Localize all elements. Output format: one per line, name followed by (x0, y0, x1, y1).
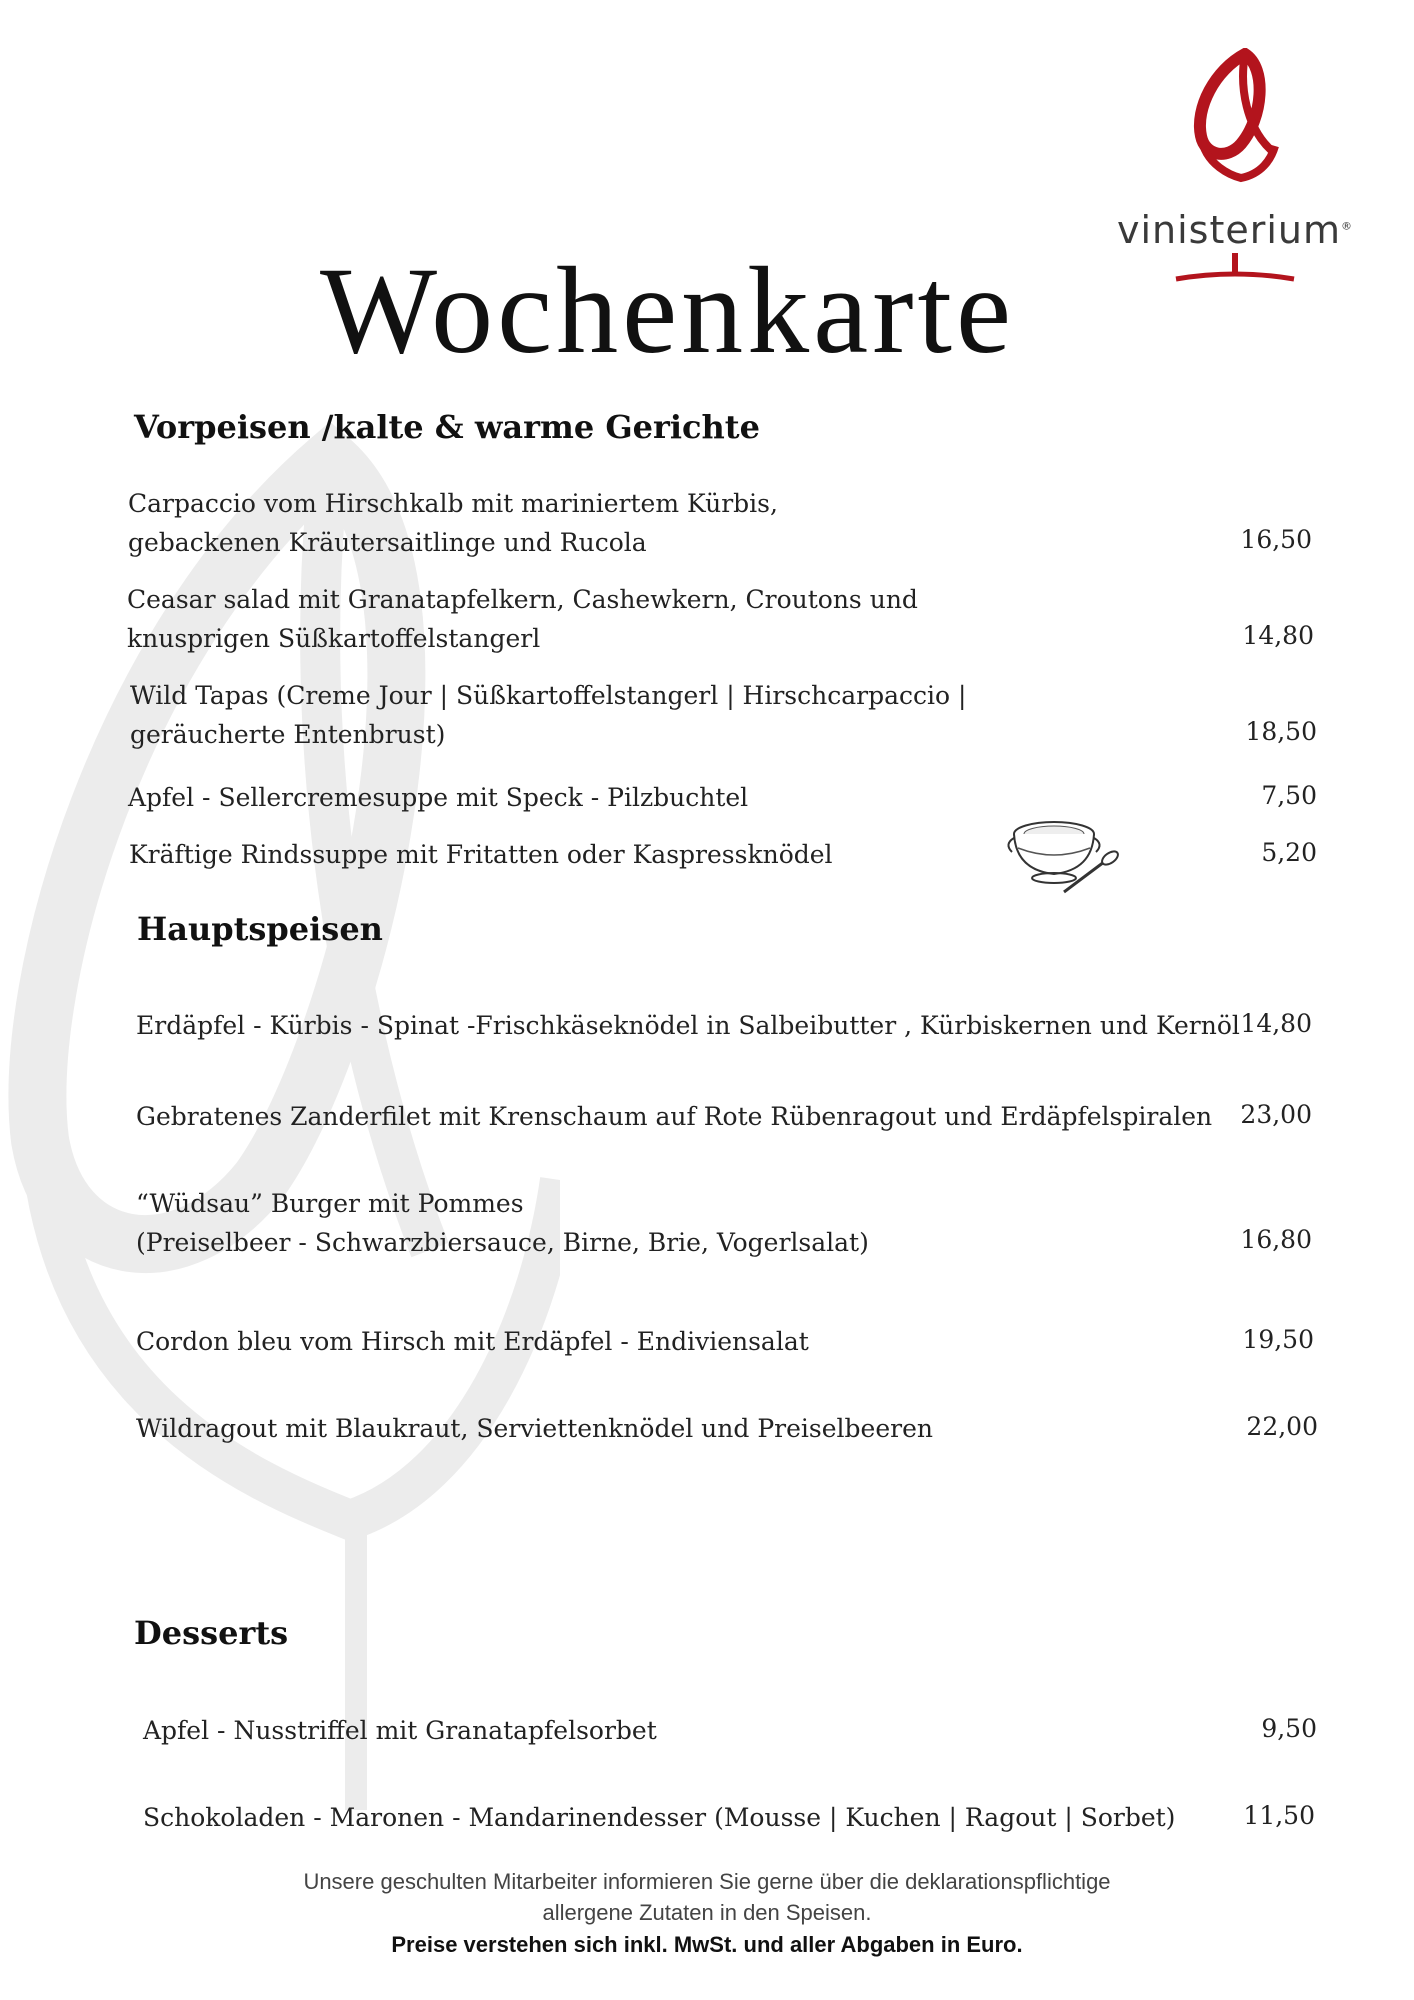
menu-item-price: 9,50 (1261, 1714, 1317, 1743)
footer-allergen-note-2: allergene Zutaten in den Speisen. (542, 1900, 872, 1925)
menu-item-price: 14,80 (1240, 1009, 1312, 1038)
menu-item: Gebratenes Zanderfilet mit Krenschaum auf Rote Rübenragout und Erdäpfelspiralen (136, 1102, 1213, 1131)
menu-item-price: 23,00 (1240, 1100, 1312, 1129)
footer-allergen-note: Unsere geschulten Mitarbeiter informieren Sie gerne über die deklarationspflichtige (303, 1869, 1111, 1894)
menu-item-price: 22,00 (1246, 1412, 1318, 1441)
footer-price-note: Preise verstehen sich inkl. MwSt. und aller Abgaben in Euro. (391, 1932, 1023, 1957)
menu-item: Carpaccio vom Hirschkalb mit mariniertem Kürbis, gebackenen Kräutersaitlinge und Rucola (128, 489, 778, 557)
brand-logo (1110, 48, 1360, 288)
menu-item: Cordon bleu vom Hirsch mit Erdäpfel - Endiviensalat (136, 1327, 809, 1356)
soup-bowl-icon (1004, 804, 1124, 904)
brand-name: vinisterium® (1116, 208, 1354, 252)
menu-item-price: 16,80 (1240, 1225, 1312, 1254)
menu-item: “Wüdsau” Burger mit Pommes (Preiselbeer - Schwarzbiersauce, Birne, Brie, Vogerlsalat) (136, 1189, 869, 1257)
menu-item: Schokoladen - Maronen - Mandarinendesser (Mousse | Kuchen | Ragout | Sorbet) (143, 1803, 1176, 1832)
section-title-hauptspeisen: Hauptspeisen (137, 910, 383, 948)
glass-stem-icon (1170, 253, 1300, 283)
wine-glass-logo-icon (1175, 48, 1295, 198)
menu-item-price: 5,20 (1261, 838, 1317, 867)
menu-item-price: 18,50 (1245, 717, 1317, 746)
menu-item: Ceasar salad mit Granatapfelkern, Cashewkern, Croutons und knusprigen Süßkartoffelstangerl (127, 585, 918, 653)
menu-item: Apfel - Sellercremesuppe mit Speck - Pilzbuchtel (128, 783, 749, 812)
section-title-desserts: Desserts (134, 1614, 289, 1652)
menu-item-price: 16,50 (1240, 525, 1312, 554)
menu-item-price: 19,50 (1242, 1325, 1314, 1354)
page-title: Wochenkarte (320, 242, 1015, 379)
menu-item: Wild Tapas (Creme Jour | Süßkartoffelstangerl | Hirschcarpaccio | geräucherte Entenbrust) (130, 681, 967, 749)
menu-item-price: 7,50 (1261, 781, 1317, 810)
menu-item-price: 14,80 (1242, 621, 1314, 650)
menu-item: Kräftige Rindssuppe mit Fritatten oder Kaspressknödel (129, 840, 833, 869)
menu-item: Apfel - Nusstriffel mit Granatapfelsorbet (143, 1716, 657, 1745)
menu-item: Wildragout mit Blaukraut, Serviettenknödel und Preiselbeeren (136, 1414, 933, 1443)
menu-item: Erdäpfel - Kürbis - Spinat -Frischkäseknödel in Salbeibutter , Kürbiskernen und Kernöl (136, 1011, 1240, 1040)
section-title-vorspeisen: Vorpeisen /kalte & warme Gerichte (134, 408, 760, 446)
menu-item-price: 11,50 (1243, 1801, 1315, 1830)
